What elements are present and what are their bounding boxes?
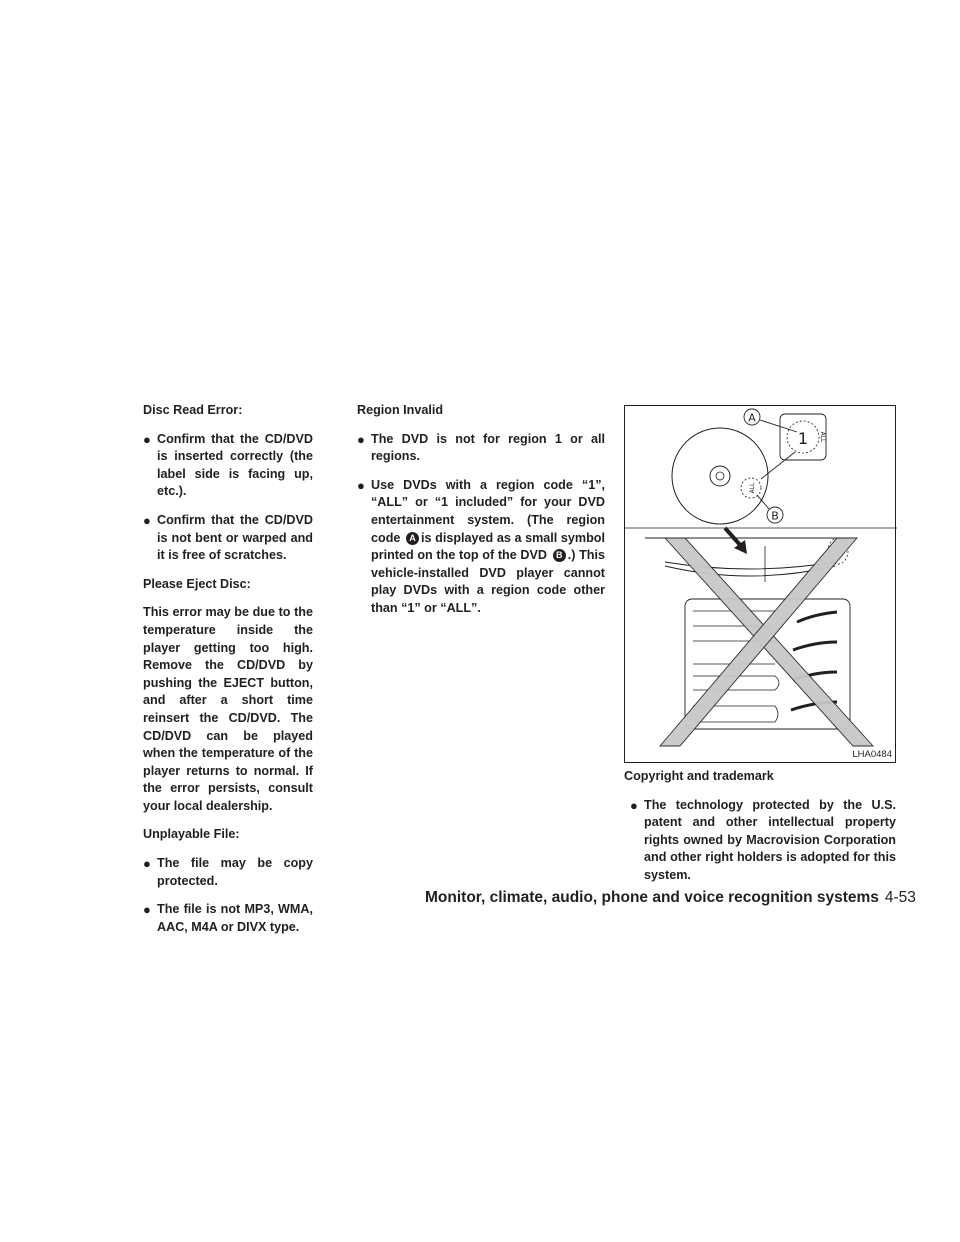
- marker-b-icon: B: [553, 549, 566, 562]
- label-b: B: [771, 509, 779, 523]
- figure-code: LHA0484: [852, 749, 892, 760]
- bullet-text: Confirm that the CD/DVD is not bent or warped and it is free of scratches.: [157, 512, 313, 563]
- bullet-icon: ●: [143, 856, 151, 872]
- region-invalid-heading: Region Invalid: [357, 403, 444, 417]
- bullet-text: The technology protected by the U.S. patent and other intellectual property rights owned by Macrovision Corporation and other right holders is adopted for this system.: [644, 797, 896, 882]
- disc-hole: [716, 472, 724, 480]
- region-symbol-text: ALL: [749, 482, 756, 494]
- column-middle: [357, 402, 605, 629]
- region-text-part3: .) This vehicle-installed DVD player cannot play DVDs with a region code other than “1” or “ALL”.: [371, 548, 605, 615]
- please-eject-heading: Please Eject Disc:: [143, 576, 251, 591]
- dvd-illustration: [625, 406, 897, 764]
- bullet-text: The file may be copy protected.: [157, 856, 313, 888]
- list-item: [143, 901, 313, 936]
- column-left: [143, 402, 313, 947]
- dvd-region-figure: [624, 405, 896, 763]
- list-item: [357, 477, 605, 618]
- label-a: A: [748, 411, 756, 425]
- please-eject-paragraph: This error may be due to the temperature inside the player getting too high. Remove the CD/DVD by pushing the EJECT button, and after a short time reinsert the CD/DVD. The CD/DVD can be played when the temperature of the player returns to normal. If the error persists, consult your local dealership.: [143, 605, 313, 813]
- bullet-text: The DVD is not for region 1 or all regions.: [371, 431, 605, 464]
- region-text-part2: is displayed as a small symbol printed on the top of the DVD: [371, 530, 606, 563]
- list-item: [630, 797, 896, 885]
- list-item: [143, 512, 313, 565]
- copyright-heading: Copyright and trademark: [624, 769, 774, 783]
- unplayable-file-heading: Unplayable File:: [143, 827, 240, 842]
- bullet-text: Confirm that the CD/DVD is inserted correctly (the label side is facing up, etc.).: [157, 431, 313, 499]
- bullet-icon: ●: [630, 797, 638, 813]
- page-footer: [425, 889, 916, 907]
- bullet-icon: ●: [143, 902, 151, 918]
- marker-a-icon: A: [406, 532, 419, 545]
- bullet-icon: ●: [143, 512, 151, 528]
- bullet-icon: ●: [143, 431, 151, 447]
- section-title: Monitor, climate, audio, phone and voice recognition systems: [425, 889, 879, 906]
- list-item: [143, 431, 313, 501]
- list-item: [357, 431, 605, 466]
- disc-read-error-heading: Disc Read Error:: [143, 403, 243, 417]
- bullet-icon: ●: [357, 477, 365, 493]
- magnified-symbol-text: ALL: [819, 431, 826, 443]
- column-right: [624, 768, 896, 896]
- list-item: [143, 855, 313, 890]
- bullet-text: The file is not MP3, WMA, AAC, M4A or DIVX type.: [157, 902, 313, 934]
- insert-arrow-shaft: [725, 528, 741, 546]
- bullet-text: [371, 477, 605, 618]
- region-number: 1: [797, 429, 809, 448]
- page-number: 4-53: [884, 889, 916, 906]
- region-text-part1: Use DVDs with a region code “1”, “ALL” or “1 included” for your DVD entertainment system. (The region code: [371, 477, 605, 545]
- bullet-icon: ●: [357, 431, 365, 447]
